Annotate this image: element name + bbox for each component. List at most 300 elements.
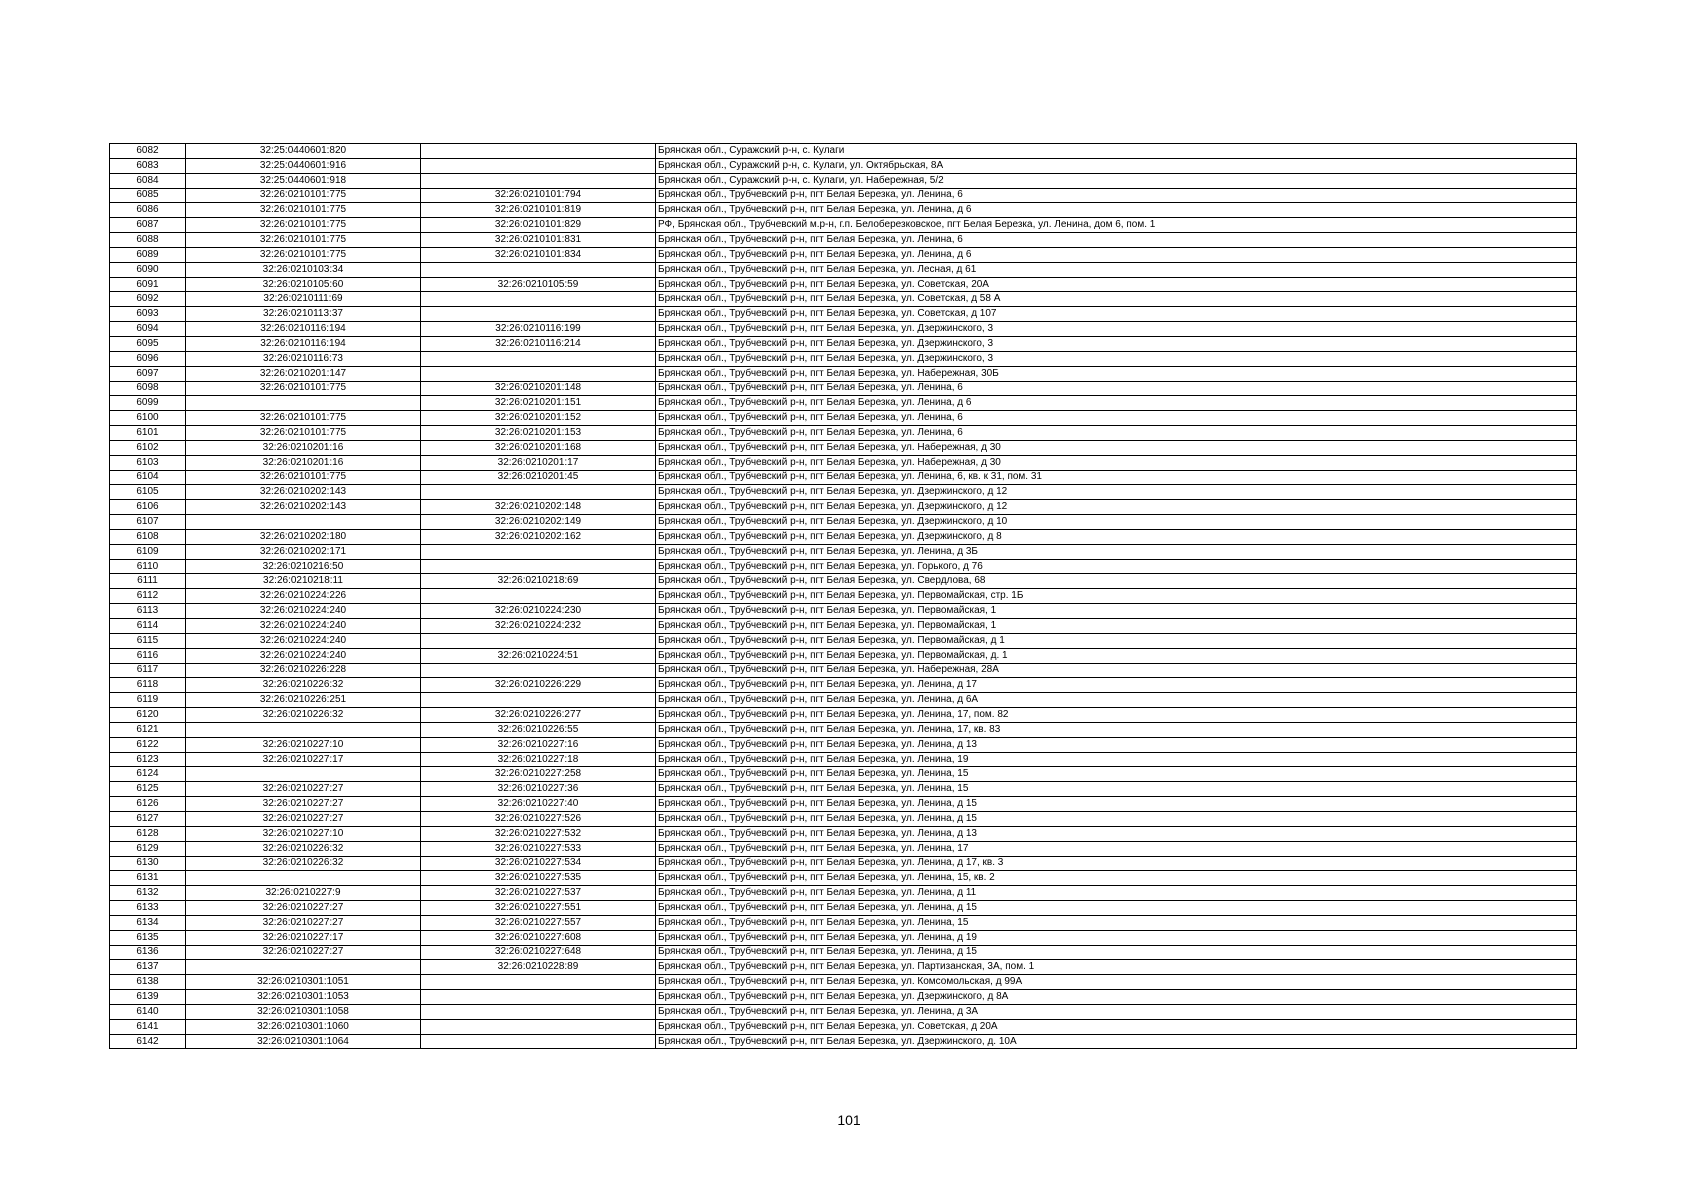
sub-object-number-cell: 32:26:0210201:153 <box>421 426 656 441</box>
table-row <box>110 633 1577 648</box>
cadastral-number-cell: 32:26:0210227:27 <box>186 811 421 826</box>
table-row <box>110 648 1577 663</box>
cadastral-number-cell: 32:26:0210224:240 <box>186 648 421 663</box>
cadastral-number-cell <box>186 396 421 411</box>
cadastral-number-cell: 32:26:0210101:775 <box>186 411 421 426</box>
sub-object-number-cell <box>421 559 656 574</box>
sub-object-number-cell: 32:26:0210218:69 <box>421 574 656 589</box>
address-cell: Брянская обл., Трубчевский р-н, пгт Белая Березка, ул. Ленина, 15 <box>656 915 1577 930</box>
table-row <box>110 767 1577 782</box>
sub-object-number-cell: 32:26:0210101:834 <box>421 247 656 262</box>
table-row <box>110 752 1577 767</box>
table-row <box>110 277 1577 292</box>
table-row <box>110 440 1577 455</box>
address-cell: Брянская обл., Трубчевский р-н, пгт Белая Березка, ул. Ленина, д 6А <box>656 693 1577 708</box>
row-number-cell: 6088 <box>110 233 186 248</box>
address-cell: Брянская обл., Трубчевский р-н, пгт Белая Березка, ул. Ленина, д 3А <box>656 1004 1577 1019</box>
cadastral-number-cell: 32:26:0210202:171 <box>186 544 421 559</box>
row-number-cell: 6106 <box>110 500 186 515</box>
address-cell: Брянская обл., Трубчевский р-н, пгт Белая Березка, ул. Советская, д 20А <box>656 1019 1577 1034</box>
sub-object-number-cell <box>421 589 656 604</box>
row-number-cell: 6092 <box>110 292 186 307</box>
address-cell: Брянская обл., Трубчевский р-н, пгт Белая Березка, ул. Ленина, д 11 <box>656 886 1577 901</box>
row-number-cell: 6094 <box>110 322 186 337</box>
row-number-cell: 6131 <box>110 871 186 886</box>
table-row <box>110 529 1577 544</box>
sub-object-number-cell: 32:26:0210227:534 <box>421 856 656 871</box>
cadastral-number-cell: 32:26:0210216:50 <box>186 559 421 574</box>
sub-object-number-cell: 32:26:0210227:258 <box>421 767 656 782</box>
row-number-cell: 6083 <box>110 158 186 173</box>
address-cell: Брянская обл., Трубчевский р-н, пгт Белая Березка, ул. Дзержинского, д 12 <box>656 485 1577 500</box>
address-cell: Брянская обл., Трубчевский р-н, пгт Белая Березка, ул. Ленина, 6 <box>656 411 1577 426</box>
address-cell: Брянская обл., Трубчевский р-н, пгт Белая Березка, ул. Свердлова, 68 <box>656 574 1577 589</box>
sub-object-number-cell: 32:26:0210224:232 <box>421 619 656 634</box>
cadastral-number-cell <box>186 871 421 886</box>
table-row <box>110 574 1577 589</box>
sub-object-number-cell: 32:26:0210226:55 <box>421 722 656 737</box>
row-number-cell: 6086 <box>110 203 186 218</box>
sub-object-number-cell: 32:26:0210201:148 <box>421 381 656 396</box>
address-cell: Брянская обл., Трубчевский р-н, пгт Белая Березка, ул. Ленина, д 6 <box>656 203 1577 218</box>
table-row <box>110 871 1577 886</box>
address-cell: Брянская обл., Трубчевский р-н, пгт Белая Березка, ул. Ленина, д 15 <box>656 945 1577 960</box>
cadastral-number-cell: 32:26:0210301:1053 <box>186 990 421 1005</box>
table-row <box>110 678 1577 693</box>
registry-table-body <box>110 144 1577 1049</box>
sub-object-number-cell: 32:26:0210101:831 <box>421 233 656 248</box>
table-row <box>110 426 1577 441</box>
sub-object-number-cell: 32:26:0210227:18 <box>421 752 656 767</box>
registry-table <box>109 143 1577 1049</box>
sub-object-number-cell: 32:26:0210227:40 <box>421 797 656 812</box>
table-row <box>110 366 1577 381</box>
table-row <box>110 886 1577 901</box>
address-cell: Брянская обл., Трубчевский р-н, пгт Белая Березка, ул. Ленина, 6 <box>656 426 1577 441</box>
table-row <box>110 960 1577 975</box>
cadastral-number-cell: 32:26:0210226:32 <box>186 856 421 871</box>
address-cell: Брянская обл., Трубчевский р-н, пгт Белая Березка, ул. Ленина, д 13 <box>656 737 1577 752</box>
address-cell: РФ, Брянская обл., Трубчевский м.р-н, г.п. Белоберезковское, пгт Белая Березка, ул. Ленина, дом 6, пом. 1 <box>656 218 1577 233</box>
address-cell: Брянская обл., Трубчевский р-н, пгт Белая Березка, ул. Советская, д 58 А <box>656 292 1577 307</box>
cadastral-number-cell <box>186 515 421 530</box>
cadastral-number-cell: 32:26:0210226:32 <box>186 678 421 693</box>
table-row <box>110 1034 1577 1049</box>
address-cell: Брянская обл., Трубчевский р-н, пгт Белая Березка, ул. Ленина, 17, кв. 83 <box>656 722 1577 737</box>
sub-object-number-cell: 32:26:0210226:277 <box>421 708 656 723</box>
cadastral-number-cell: 32:26:0210227:27 <box>186 915 421 930</box>
address-cell: Брянская обл., Трубчевский р-н, пгт Белая Березка, ул. Ленина, д 15 <box>656 811 1577 826</box>
table-row <box>110 544 1577 559</box>
sub-object-number-cell <box>421 1004 656 1019</box>
address-cell: Брянская обл., Трубчевский р-н, пгт Белая Березка, ул. Набережная, 28А <box>656 663 1577 678</box>
row-number-cell: 6122 <box>110 737 186 752</box>
address-cell: Брянская обл., Трубчевский р-н, пгт Белая Березка, ул. Дзержинского, 3 <box>656 322 1577 337</box>
sub-object-number-cell: 32:26:0210101:819 <box>421 203 656 218</box>
row-number-cell: 6085 <box>110 188 186 203</box>
cadastral-number-cell: 32:26:0210301:1058 <box>186 1004 421 1019</box>
sub-object-number-cell: 32:26:0210226:229 <box>421 678 656 693</box>
table-row <box>110 737 1577 752</box>
cadastral-number-cell: 32:26:0210224:240 <box>186 619 421 634</box>
row-number-cell: 6136 <box>110 945 186 960</box>
row-number-cell: 6095 <box>110 336 186 351</box>
table-row <box>110 722 1577 737</box>
row-number-cell: 6141 <box>110 1019 186 1034</box>
row-number-cell: 6134 <box>110 915 186 930</box>
table-row <box>110 158 1577 173</box>
sub-object-number-cell <box>421 173 656 188</box>
table-row <box>110 975 1577 990</box>
cadastral-number-cell: 32:26:0210201:16 <box>186 455 421 470</box>
sub-object-number-cell: 32:26:0210227:648 <box>421 945 656 960</box>
address-cell: Брянская обл., Трубчевский р-н, пгт Белая Березка, ул. Дзержинского, 3 <box>656 336 1577 351</box>
row-number-cell: 6142 <box>110 1034 186 1049</box>
cadastral-number-cell: 32:25:0440601:918 <box>186 173 421 188</box>
address-cell: Брянская обл., Трубчевский р-н, пгт Белая Березка, ул. Ленина, д 15 <box>656 901 1577 916</box>
address-cell: Брянская обл., Трубчевский р-н, пгт Белая Березка, ул. Первомайская, д 1 <box>656 633 1577 648</box>
table-row <box>110 292 1577 307</box>
table-row <box>110 559 1577 574</box>
cadastral-number-cell: 32:26:0210224:226 <box>186 589 421 604</box>
address-cell: Брянская обл., Суражский р-н, с. Кулаги <box>656 144 1577 159</box>
address-cell: Брянская обл., Трубчевский р-н, пгт Белая Березка, ул. Набережная, д 30 <box>656 440 1577 455</box>
table-row <box>110 233 1577 248</box>
sub-object-number-cell: 32:26:0210227:532 <box>421 826 656 841</box>
cadastral-number-cell: 32:26:0210224:240 <box>186 604 421 619</box>
sub-object-number-cell: 32:26:0210227:551 <box>421 901 656 916</box>
row-number-cell: 6104 <box>110 470 186 485</box>
sub-object-number-cell <box>421 366 656 381</box>
row-number-cell: 6114 <box>110 619 186 634</box>
cadastral-number-cell: 32:25:0440601:820 <box>186 144 421 159</box>
cadastral-number-cell: 32:26:0210227:27 <box>186 901 421 916</box>
cadastral-number-cell: 32:26:0210101:775 <box>186 188 421 203</box>
address-cell: Брянская обл., Трубчевский р-н, пгт Белая Березка, ул. Дзержинского, д 8А <box>656 990 1577 1005</box>
sub-object-number-cell <box>421 351 656 366</box>
address-cell: Брянская обл., Трубчевский р-н, пгт Белая Березка, ул. Ленина, 6, кв. к 31, пом. 31 <box>656 470 1577 485</box>
row-number-cell: 6093 <box>110 307 186 322</box>
table-row <box>110 708 1577 723</box>
address-cell: Брянская обл., Трубчевский р-н, пгт Белая Березка, ул. Дзержинского, 3 <box>656 351 1577 366</box>
table-row <box>110 693 1577 708</box>
row-number-cell: 6137 <box>110 960 186 975</box>
sub-object-number-cell: 32:26:0210202:162 <box>421 529 656 544</box>
row-number-cell: 6108 <box>110 529 186 544</box>
sub-object-number-cell <box>421 262 656 277</box>
sub-object-number-cell <box>421 693 656 708</box>
address-cell: Брянская обл., Трубчевский р-н, пгт Белая Березка, ул. Первомайская, 1 <box>656 619 1577 634</box>
sub-object-number-cell <box>421 975 656 990</box>
page-number: 101 <box>837 1112 861 1128</box>
cadastral-number-cell: 32:26:0210202:143 <box>186 500 421 515</box>
row-number-cell: 6128 <box>110 826 186 841</box>
row-number-cell: 6112 <box>110 589 186 604</box>
row-number-cell: 6101 <box>110 426 186 441</box>
sub-object-number-cell: 32:26:0210227:16 <box>421 737 656 752</box>
row-number-cell: 6129 <box>110 841 186 856</box>
cadastral-number-cell: 32:26:0210105:60 <box>186 277 421 292</box>
table-row <box>110 604 1577 619</box>
sub-object-number-cell: 32:26:0210227:36 <box>421 782 656 797</box>
sub-object-number-cell: 32:26:0210201:151 <box>421 396 656 411</box>
sub-object-number-cell: 32:26:0210201:17 <box>421 455 656 470</box>
address-cell: Брянская обл., Трубчевский р-н, пгт Белая Березка, ул. Набережная, д 30 <box>656 455 1577 470</box>
table-row <box>110 841 1577 856</box>
sub-object-number-cell: 32:26:0210101:829 <box>421 218 656 233</box>
sub-object-number-cell: 32:26:0210105:59 <box>421 277 656 292</box>
row-number-cell: 6119 <box>110 693 186 708</box>
row-number-cell: 6139 <box>110 990 186 1005</box>
row-number-cell: 6113 <box>110 604 186 619</box>
row-number-cell: 6132 <box>110 886 186 901</box>
row-number-cell: 6126 <box>110 797 186 812</box>
row-number-cell: 6124 <box>110 767 186 782</box>
sub-object-number-cell: 32:26:0210202:148 <box>421 500 656 515</box>
address-cell: Брянская обл., Трубчевский р-н, пгт Белая Березка, ул. Первомайская, стр. 1Б <box>656 589 1577 604</box>
table-row <box>110 589 1577 604</box>
table-row <box>110 811 1577 826</box>
table-row <box>110 901 1577 916</box>
cadastral-number-cell: 32:26:0210224:240 <box>186 633 421 648</box>
cadastral-number-cell: 32:25:0440601:916 <box>186 158 421 173</box>
sub-object-number-cell: 32:26:0210224:51 <box>421 648 656 663</box>
sub-object-number-cell <box>421 158 656 173</box>
sub-object-number-cell: 32:26:0210224:230 <box>421 604 656 619</box>
address-cell: Брянская обл., Трубчевский р-н, пгт Белая Березка, ул. Ленина, д 3Б <box>656 544 1577 559</box>
address-cell: Брянская обл., Трубчевский р-н, пгт Белая Березка, ул. Ленина, 17, пом. 82 <box>656 708 1577 723</box>
cadastral-number-cell: 32:26:0210101:775 <box>186 381 421 396</box>
table-row <box>110 262 1577 277</box>
row-number-cell: 6121 <box>110 722 186 737</box>
cadastral-number-cell: 32:26:0210202:143 <box>186 485 421 500</box>
cadastral-number-cell: 32:26:0210202:180 <box>186 529 421 544</box>
sub-object-number-cell: 32:26:0210227:533 <box>421 841 656 856</box>
table-row <box>110 663 1577 678</box>
address-cell: Брянская обл., Трубчевский р-н, пгт Белая Березка, ул. Ленина, 19 <box>656 752 1577 767</box>
address-cell: Брянская обл., Трубчевский р-н, пгт Белая Березка, ул. Ленина, 15, кв. 2 <box>656 871 1577 886</box>
table-row <box>110 188 1577 203</box>
table-row <box>110 411 1577 426</box>
row-number-cell: 6115 <box>110 633 186 648</box>
cadastral-number-cell: 32:26:0210227:10 <box>186 737 421 752</box>
table-row <box>110 336 1577 351</box>
row-number-cell: 6125 <box>110 782 186 797</box>
sub-object-number-cell <box>421 663 656 678</box>
row-number-cell: 6138 <box>110 975 186 990</box>
table-row <box>110 1004 1577 1019</box>
cadastral-number-cell: 32:26:0210103:34 <box>186 262 421 277</box>
address-cell: Брянская обл., Трубчевский р-н, пгт Белая Березка, ул. Ленина, 15 <box>656 767 1577 782</box>
table-row <box>110 1019 1577 1034</box>
sub-object-number-cell <box>421 1034 656 1049</box>
cadastral-number-cell: 32:26:0210116:194 <box>186 336 421 351</box>
address-cell: Брянская обл., Трубчевский р-н, пгт Белая Березка, ул. Первомайская, 1 <box>656 604 1577 619</box>
row-number-cell: 6130 <box>110 856 186 871</box>
table-row <box>110 990 1577 1005</box>
cadastral-number-cell: 32:26:0210227:9 <box>186 886 421 901</box>
row-number-cell: 6116 <box>110 648 186 663</box>
row-number-cell: 6091 <box>110 277 186 292</box>
address-cell: Брянская обл., Трубчевский р-н, пгт Белая Березка, ул. Советская, д 107 <box>656 307 1577 322</box>
cadastral-number-cell <box>186 767 421 782</box>
cadastral-number-cell: 32:26:0210101:775 <box>186 233 421 248</box>
table-row <box>110 203 1577 218</box>
row-number-cell: 6109 <box>110 544 186 559</box>
address-cell: Брянская обл., Трубчевский р-н, пгт Белая Березка, ул. Ленина, д 19 <box>656 930 1577 945</box>
row-number-cell: 6135 <box>110 930 186 945</box>
address-cell: Брянская обл., Трубчевский р-н, пгт Белая Березка, ул. Комсомольская, д 99А <box>656 975 1577 990</box>
address-cell: Брянская обл., Трубчевский р-н, пгт Белая Березка, ул. Советская, 20А <box>656 277 1577 292</box>
address-cell: Брянская обл., Трубчевский р-н, пгт Белая Березка, ул. Дзержинского, д. 10А <box>656 1034 1577 1049</box>
address-cell: Брянская обл., Суражский р-н, с. Кулаги, ул. Набережная, 5/2 <box>656 173 1577 188</box>
cadastral-number-cell: 32:26:0210301:1051 <box>186 975 421 990</box>
cadastral-number-cell: 32:26:0210111:69 <box>186 292 421 307</box>
table-row <box>110 381 1577 396</box>
table-row <box>110 797 1577 812</box>
table-row <box>110 930 1577 945</box>
row-number-cell: 6118 <box>110 678 186 693</box>
sub-object-number-cell: 32:26:0210227:537 <box>421 886 656 901</box>
table-row <box>110 619 1577 634</box>
cadastral-number-cell: 32:26:0210101:775 <box>186 426 421 441</box>
sub-object-number-cell <box>421 990 656 1005</box>
row-number-cell: 6140 <box>110 1004 186 1019</box>
address-cell: Брянская обл., Трубчевский р-н, пгт Белая Березка, ул. Ленина, д 15 <box>656 797 1577 812</box>
sub-object-number-cell <box>421 633 656 648</box>
row-number-cell: 6110 <box>110 559 186 574</box>
address-cell: Брянская обл., Суражский р-н, с. Кулаги, ул. Октябрьская, 8А <box>656 158 1577 173</box>
table-row <box>110 500 1577 515</box>
address-cell: Брянская обл., Трубчевский р-н, пгт Белая Березка, ул. Набережная, 30Б <box>656 366 1577 381</box>
address-cell: Брянская обл., Трубчевский р-н, пгт Белая Березка, ул. Ленина, 17 <box>656 841 1577 856</box>
table-row <box>110 515 1577 530</box>
sub-object-number-cell <box>421 544 656 559</box>
sub-object-number-cell: 32:26:0210227:608 <box>421 930 656 945</box>
sub-object-number-cell: 32:26:0210201:168 <box>421 440 656 455</box>
row-number-cell: 6102 <box>110 440 186 455</box>
address-cell: Брянская обл., Трубчевский р-н, пгт Белая Березка, ул. Ленина, 15 <box>656 782 1577 797</box>
cadastral-number-cell: 32:26:0210301:1060 <box>186 1019 421 1034</box>
row-number-cell: 6099 <box>110 396 186 411</box>
row-number-cell: 6120 <box>110 708 186 723</box>
table-row <box>110 470 1577 485</box>
cadastral-number-cell: 32:26:0210227:17 <box>186 752 421 767</box>
row-number-cell: 6097 <box>110 366 186 381</box>
cadastral-number-cell <box>186 960 421 975</box>
table-row <box>110 144 1577 159</box>
cadastral-number-cell: 32:26:0210218:11 <box>186 574 421 589</box>
address-cell: Брянская обл., Трубчевский р-н, пгт Белая Березка, ул. Ленина, 6 <box>656 188 1577 203</box>
row-number-cell: 6111 <box>110 574 186 589</box>
table-row <box>110 247 1577 262</box>
table-row <box>110 322 1577 337</box>
sub-object-number-cell: 32:26:0210227:557 <box>421 915 656 930</box>
sub-object-number-cell: 32:26:0210116:214 <box>421 336 656 351</box>
cadastral-number-cell: 32:26:0210116:73 <box>186 351 421 366</box>
address-cell: Брянская обл., Трубчевский р-н, пгт Белая Березка, ул. Горького, д 76 <box>656 559 1577 574</box>
address-cell: Брянская обл., Трубчевский р-н, пгт Белая Березка, ул. Ленина, 6 <box>656 233 1577 248</box>
sub-object-number-cell <box>421 1019 656 1034</box>
cadastral-number-cell: 32:26:0210101:775 <box>186 218 421 233</box>
cadastral-number-cell: 32:26:0210226:32 <box>186 841 421 856</box>
cadastral-number-cell: 32:26:0210113:37 <box>186 307 421 322</box>
address-cell: Брянская обл., Трубчевский р-н, пгт Белая Березка, ул. Лесная, д 61 <box>656 262 1577 277</box>
row-number-cell: 6084 <box>110 173 186 188</box>
table-row <box>110 826 1577 841</box>
row-number-cell: 6082 <box>110 144 186 159</box>
sub-object-number-cell <box>421 307 656 322</box>
cadastral-number-cell: 32:26:0210226:228 <box>186 663 421 678</box>
row-number-cell: 6087 <box>110 218 186 233</box>
table-row <box>110 307 1577 322</box>
row-number-cell: 6089 <box>110 247 186 262</box>
sub-object-number-cell: 32:26:0210116:199 <box>421 322 656 337</box>
address-cell: Брянская обл., Трубчевский р-н, пгт Белая Березка, ул. Дзержинского, д 12 <box>656 500 1577 515</box>
address-cell: Брянская обл., Трубчевский р-н, пгт Белая Березка, ул. Ленина, д 6 <box>656 396 1577 411</box>
address-cell: Брянская обл., Трубчевский р-н, пгт Белая Березка, ул. Ленина, д 13 <box>656 826 1577 841</box>
sub-object-number-cell: 32:26:0210227:526 <box>421 811 656 826</box>
table-row <box>110 396 1577 411</box>
cadastral-number-cell: 32:26:0210227:27 <box>186 797 421 812</box>
cadastral-number-cell: 32:26:0210201:16 <box>186 440 421 455</box>
row-number-cell: 6098 <box>110 381 186 396</box>
cadastral-number-cell: 32:26:0210101:775 <box>186 203 421 218</box>
cadastral-number-cell: 32:26:0210301:1064 <box>186 1034 421 1049</box>
cadastral-number-cell: 32:26:0210226:32 <box>186 708 421 723</box>
cadastral-number-cell: 32:26:0210227:27 <box>186 945 421 960</box>
row-number-cell: 6090 <box>110 262 186 277</box>
address-cell: Брянская обл., Трубчевский р-н, пгт Белая Березка, ул. Дзержинского, д 10 <box>656 515 1577 530</box>
table-row <box>110 455 1577 470</box>
sub-object-number-cell <box>421 485 656 500</box>
address-cell: Брянская обл., Трубчевский р-н, пгт Белая Березка, ул. Партизанская, 3А, пом. 1 <box>656 960 1577 975</box>
cadastral-number-cell: 32:26:0210226:251 <box>186 693 421 708</box>
table-row <box>110 485 1577 500</box>
cadastral-number-cell: 32:26:0210227:27 <box>186 782 421 797</box>
table-row <box>110 173 1577 188</box>
registry-table-container <box>109 143 1576 1049</box>
sub-object-number-cell: 32:26:0210201:45 <box>421 470 656 485</box>
row-number-cell: 6103 <box>110 455 186 470</box>
table-row <box>110 945 1577 960</box>
sub-object-number-cell: 32:26:0210101:794 <box>421 188 656 203</box>
table-row <box>110 856 1577 871</box>
table-row <box>110 915 1577 930</box>
address-cell: Брянская обл., Трубчевский р-н, пгт Белая Березка, ул. Ленина, 6 <box>656 381 1577 396</box>
address-cell: Брянская обл., Трубчевский р-н, пгт Белая Березка, ул. Первомайская, д. 1 <box>656 648 1577 663</box>
address-cell: Брянская обл., Трубчевский р-н, пгт Белая Березка, ул. Ленина, д 17, кв. 3 <box>656 856 1577 871</box>
sub-object-number-cell: 32:26:0210201:152 <box>421 411 656 426</box>
cadastral-number-cell: 32:26:0210201:147 <box>186 366 421 381</box>
table-row <box>110 782 1577 797</box>
row-number-cell: 6107 <box>110 515 186 530</box>
sub-object-number-cell <box>421 292 656 307</box>
cadastral-number-cell <box>186 722 421 737</box>
cadastral-number-cell: 32:26:0210101:775 <box>186 247 421 262</box>
cadastral-number-cell: 32:26:0210227:17 <box>186 930 421 945</box>
row-number-cell: 6117 <box>110 663 186 678</box>
table-row <box>110 351 1577 366</box>
row-number-cell: 6133 <box>110 901 186 916</box>
sub-object-number-cell <box>421 144 656 159</box>
sub-object-number-cell: 32:26:0210228:89 <box>421 960 656 975</box>
address-cell: Брянская обл., Трубчевский р-н, пгт Белая Березка, ул. Ленина, д 17 <box>656 678 1577 693</box>
address-cell: Брянская обл., Трубчевский р-н, пгт Белая Березка, ул. Ленина, д 6 <box>656 247 1577 262</box>
sub-object-number-cell: 32:26:0210227:535 <box>421 871 656 886</box>
row-number-cell: 6123 <box>110 752 186 767</box>
row-number-cell: 6100 <box>110 411 186 426</box>
